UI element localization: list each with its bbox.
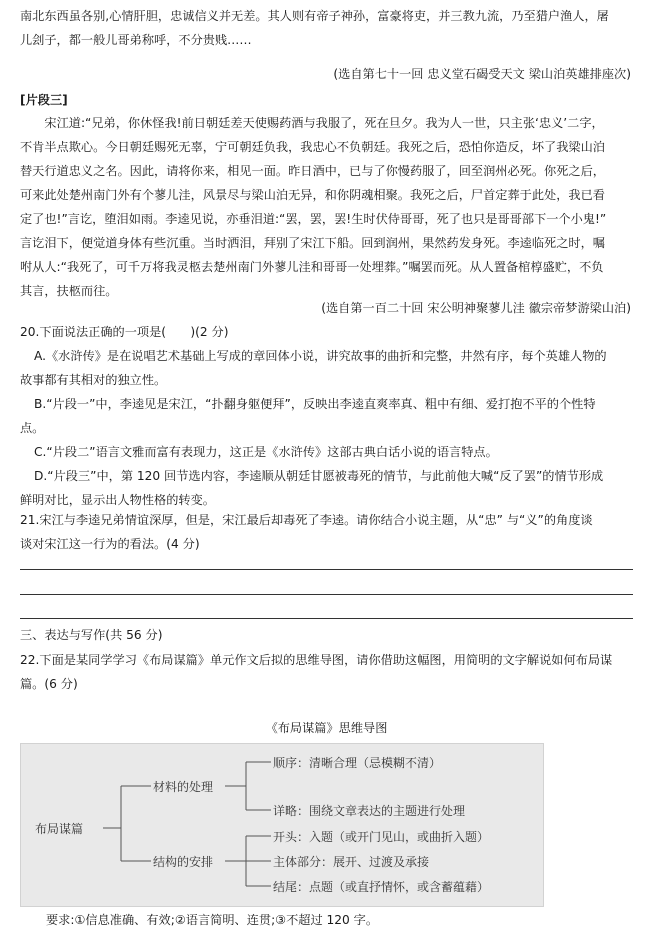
intro-line-1: 南北东西虽各别,心情肝胆，忠诚信义并无差。其人则有帝子神孙，富豪将吏，并三教九流，乃至猎户渔人，屠 bbox=[20, 9, 609, 23]
q20-option-b-line-1: B.“片段一”中，李逵见是宋江，“扑翻身躯便拜”，反映出李逵直爽率真、粗中有细、爱打抱不平的个性特 bbox=[34, 397, 596, 411]
mindmap-leaf-body: 主体部分：展开、过渡及承接 bbox=[273, 855, 430, 869]
mindmap-title: 《布局谋篇》思维导图 bbox=[265, 721, 388, 735]
fragment3-line-5: 定了也!”言讫，堕泪如雨。李逵见说，亦垂泪道:“罢，罢，罢!生时伏侍哥哥，死了也只是哥哥部下一个小鬼!” bbox=[20, 212, 607, 226]
question-22 bbox=[0, 648, 653, 696]
question-20 bbox=[0, 320, 653, 512]
q22-requirement: 要求:①信息准确、有效;②语言简明、连贯;③不超过 120 字。 bbox=[46, 913, 379, 927]
mindmap-diagram bbox=[20, 743, 544, 907]
q20-option-a-line-1: A.《水浒传》是在说唱艺术基础上写成的章回体小说，讲究故事的曲折和完整，井然有序，每个英雄人物的 bbox=[34, 349, 607, 363]
answer-line-3[interactable] bbox=[20, 618, 633, 619]
q22-line-1: 22.下面是某同学学习《布局谋篇》单元作文后拟的思维导图，请你借助这幅图，用简明的文字解说如何布局谋 bbox=[20, 653, 613, 667]
fragment3-passage bbox=[0, 111, 653, 303]
fragment3-line-2: 不肯半点欺心。今日朝廷赐死无辜，宁可朝廷负我，我忠心不负朝廷。我死之后，恐怕你造反，坏了我梁山泊 bbox=[20, 140, 605, 154]
mindmap-leaf-order: 顺序：清晰合理（忌模糊不清） bbox=[273, 756, 442, 770]
q20-option-a-line-2: 故事都有其相对的独立性。 bbox=[20, 373, 167, 387]
q20-option-d-line-2: 鲜明对比，显示出人物性格的转变。 bbox=[20, 493, 215, 507]
q21-line-2: 谈对宋江这一行为的看法。(4 分) bbox=[20, 537, 200, 551]
mindmap-root: 布局谋篇 bbox=[35, 822, 84, 836]
mindmap-leaf-opening: 开头：入题（或开门见山，或曲折入题） bbox=[273, 830, 490, 844]
mindmap-branch-material: 材料的处理 bbox=[153, 780, 214, 794]
mindmap-branch-structure: 结构的安排 bbox=[153, 855, 214, 869]
q20-option-d-line-1: D.“片段三”中，第 120 回节选内容，李逵顺从朝廷甘愿被毒死的情节，与此前他大喊“反了罢”的情节形成 bbox=[34, 469, 604, 483]
intro-line-2: 儿刽子，都一般儿哥弟称呼，不分贵贱…… bbox=[20, 33, 252, 47]
answer-line-1[interactable] bbox=[20, 569, 633, 570]
fragment3-line-3: 替天行道忠义之名。因此，请将你来，相见一面。昨日酒中，已与了你慢药服了，回至润州必死。你死之后， bbox=[20, 164, 605, 178]
q20-stem: 20.下面说法正确的一项是( )(2 分) bbox=[20, 325, 229, 339]
source-citation-1: (选自第七十一回 忠义堂石碣受天文 梁山泊英雄排座次) bbox=[333, 67, 631, 81]
source-citation-3: (选自第一百二十回 宋公明神聚蓼儿洼 徽宗帝梦游梁山泊) bbox=[321, 301, 631, 315]
fragment3-line-1: 宋江道:“兄弟，你休怪我!前日朝廷差天使赐药酒与我服了，死在旦夕。我为人一世，只主张‘忠义’二字， bbox=[44, 116, 604, 130]
mindmap-leaf-detail: 详略：围绕文章表达的主题进行处理 bbox=[273, 804, 466, 818]
q22-line-2: 篇。(6 分) bbox=[20, 677, 78, 691]
q21-line-1: 21.宋江与李逵兄弟情谊深厚，但是，宋江最后却毒死了李逵。请你结合小说主题，从“忠” 与“义”的角度谈 bbox=[20, 513, 593, 527]
fragment3-line-8: 其言，扶柩而往。 bbox=[20, 284, 118, 298]
mindmap-leaf-ending: 结尾：点题（或直抒情怀，或含蓄蕴藉） bbox=[273, 880, 490, 894]
fragment3-line-6: 言讫泪下，便觉道身体有些沉重。当时洒泪，拜别了宋江下船。回到润州，果然药发身死。李逵临死之时，嘱 bbox=[20, 236, 605, 250]
fragment3-line-7: 咐从人:“我死了，可千万将我灵柩去楚州南门外蓼儿洼和哥哥一处埋葬。”嘱罢而死。从人置备棺椁盛贮，不负 bbox=[20, 260, 604, 274]
intro-passage bbox=[0, 4, 653, 52]
answer-line-2[interactable] bbox=[20, 594, 633, 595]
fragment3-line-4: 可来此处楚州南门外有个蓼儿洼，风景尽与梁山泊无异，和你阴魂相聚。我死之后，尸首定葬于此处，我已看 bbox=[20, 188, 605, 202]
question-21 bbox=[0, 508, 653, 556]
fragment3-heading: [片段三] bbox=[20, 93, 68, 107]
q20-option-b-line-2: 点。 bbox=[20, 421, 45, 435]
q20-option-c: C.“片段二”语言文雅而富有表现力，这正是《水浒传》这部古典白话小说的语言特点。 bbox=[34, 445, 498, 459]
section-3-heading: 三、表达与写作(共 56 分) bbox=[20, 628, 163, 642]
